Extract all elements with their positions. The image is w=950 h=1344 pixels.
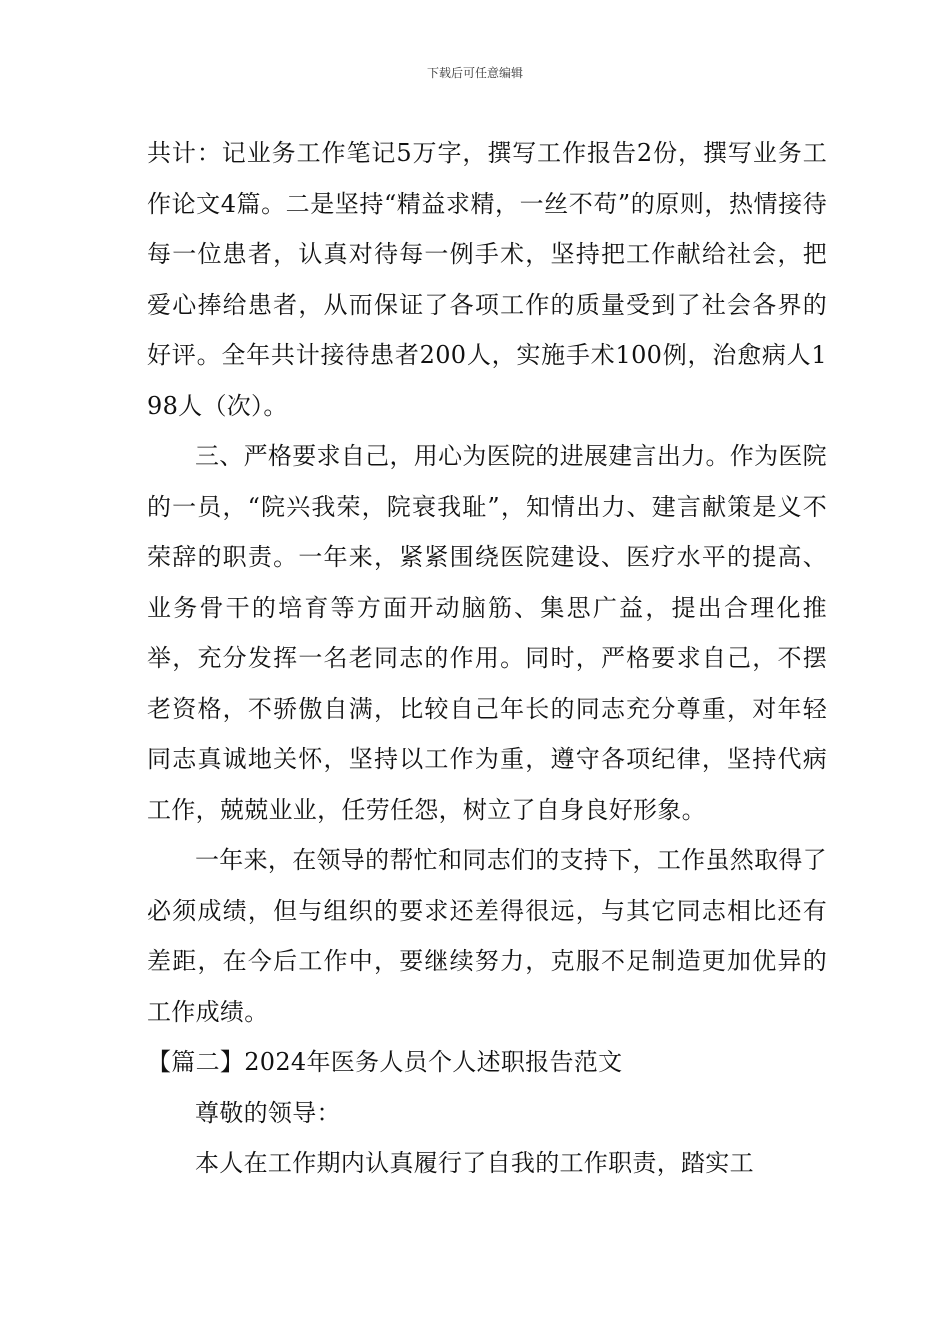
salutation: 尊敬的领导： xyxy=(195,1098,341,1127)
paragraph-continued: 共计：记业务工作笔记5万字，撰写工作报告2份，撰写业务工作论文4篇。二是坚持“精益求精，一丝不苟”的原则，热情接待每一位患者，认真对待每一例手术，坚持把工作献给社会，把爱心捧给患者，从而保证了各项工作的质量受到了社会各界的好评。全年共计接待患者200人，实施手术100例，治愈病人198人（次）。 xyxy=(147,139,827,420)
paragraph-section-three: 三、严格要求自己，用心为医院的进展建言出力。作为医院的一员，“院兴我荣，院衰我耻”，知情出力、建言献策是义不荣辞的职责。一年来，紧紧围绕医院建设、医疗水平的提高、业务骨干的培育等方面开动脑筋、集思广益，提出合理化推举，充分发挥一名老同志的作用。同时，严格要求自己，不摆老资格，不骄傲自满，比较自己年长的同志充分尊重，对年轻同志真诚地关怀，坚持以工作为重，遵守各项纪律，坚持代病工作，兢兢业业，任劳任怨，树立了自身良好形象。 xyxy=(147,442,827,824)
section-heading: 【篇二】2024年医务人员个人述职报告范文 xyxy=(147,1048,623,1076)
paragraph-conclusion: 一年来，在领导的帮忙和同志们的支持下，工作虽然取得了必须成绩，但与组织的要求还差得很远，与其它同志相比还有差距，在今后工作中，要继续努力，克服不足制造更加优异的工作成绩。 xyxy=(147,846,827,1026)
paragraph-opening: 本人在工作期内认真履行了自我的工作职责，踏实工 xyxy=(195,1149,754,1177)
page-header: 下载后可任意编辑 xyxy=(426,66,523,80)
document-body xyxy=(147,128,827,1189)
